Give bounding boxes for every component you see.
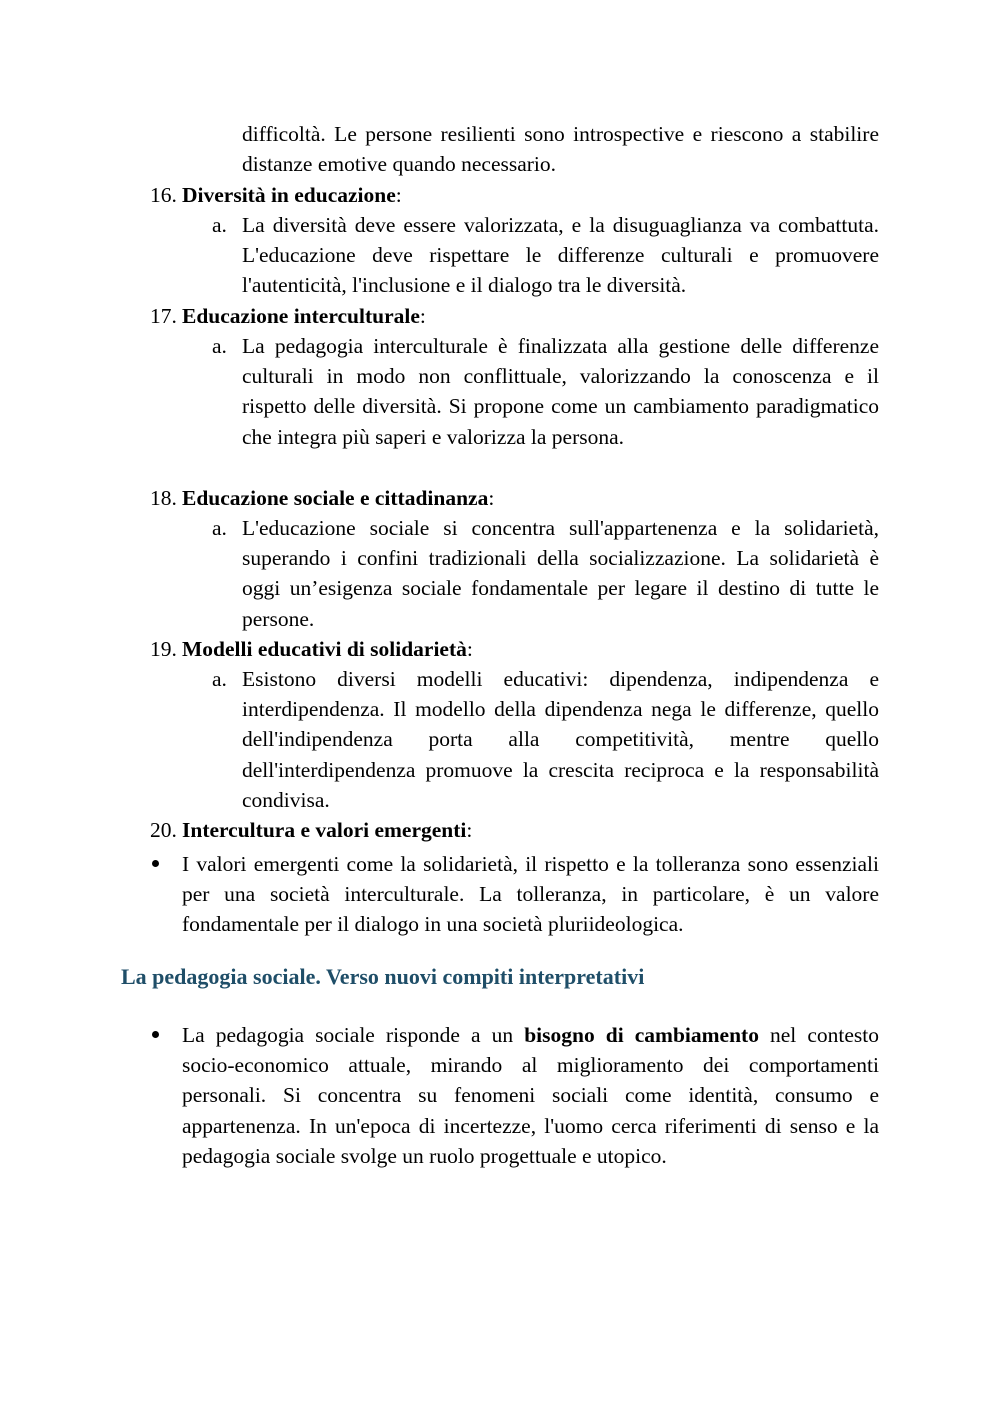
list-subitem <box>212 513 879 634</box>
item-title: Educazione sociale e cittadinanza <box>182 486 489 510</box>
item-title: Intercultura e valori emergenti <box>182 818 467 842</box>
list-subitem-continuation <box>212 119 879 179</box>
bullet-text-after: nel contesto socio-economico attuale, mirando al miglioramento dei comportamenti personali. Si concentra su fenomeni sociali come identità, consumo e appartenenza. In un'epoca di incertezze, l'uomo cerca riferimenti di senso e la pedagogia sociale svolge un ruolo progettuale e utopico. <box>182 1023 879 1168</box>
list-subitem <box>212 331 879 452</box>
numbered-item-17 <box>150 301 879 331</box>
subitem-text: L'educazione sociale si concentra sull'appartenenza e la solidarietà, superando i confini tradizionali della socializzazione. La solidarietà è oggi un’esigenza sociale fondamentale per legare il destino di tutte le persone. <box>242 516 879 631</box>
subitem-marker: a. <box>212 213 227 237</box>
item-number: 18. <box>150 486 177 510</box>
bullet-text-before: La pedagogia sociale risponde a un <box>182 1023 525 1047</box>
item-title: Educazione interculturale <box>182 304 420 328</box>
item-number: 20. <box>150 818 177 842</box>
bullet-text-bold: bisogno di cambiamento <box>524 1023 759 1047</box>
bullet-text: I valori emergenti come la solidarietà, il rispetto e la tolleranza sono essenziali per una società interculturale. La tolleranza, in particolare, è un valore fondamentale per il dialogo in una società pluriideologica. <box>182 852 879 937</box>
subitem-marker: a. <box>212 667 227 691</box>
bullet-text <box>182 1020 879 1171</box>
subitem-text: La pedagogia interculturale è finalizzata alla gestione delle differenze culturali in modo non conflittuale, valorizzando la conoscenza e il rispetto delle diversità. Si propone come un cambiamento paradigmatico che integra più saperi e valorizza la persona. <box>242 334 879 449</box>
subitem-text: difficoltà. Le persone resilienti sono introspective e riescono a stabilire distanze emotive quando necessario. <box>242 122 879 177</box>
item-title: Diversità in educazione <box>182 183 396 207</box>
subitem-text: La diversità deve essere valorizzata, e la disuguaglianza va combattuta. L'educazione deve rispettare le differenze culturali e promuovere l'autenticità, l'inclusione e il dialogo tra le diversità. <box>242 213 879 298</box>
bullet-item-section <box>150 1020 879 1171</box>
numbered-item-19 <box>150 634 879 664</box>
subitem-marker: a. <box>212 516 227 540</box>
item-suffix: : <box>466 637 473 661</box>
numbered-item-20 <box>150 815 879 845</box>
item-suffix: : <box>488 486 495 510</box>
list-subitem <box>212 210 879 301</box>
numbered-item-16 <box>150 180 879 210</box>
item-title: Modelli educativi di solidarietà <box>182 637 467 661</box>
subitem-text: Esistono diversi modelli educativi: dipendenza, indipendenza e interdipendenza. Il modello della dipendenza nega le differenze, quello dell'indipendenza porta alla competitività, mentre quello dell'interdipendenza promuove la crescita reciproca e la responsabilità condivisa. <box>242 667 879 812</box>
bullet-item-values <box>150 849 879 940</box>
item-suffix: : <box>466 818 473 842</box>
section-heading: La pedagogia sociale. Verso nuovi compiti interpretativi <box>121 964 645 989</box>
item-number: 16. <box>150 183 177 207</box>
subitem-marker: a. <box>212 334 227 358</box>
numbered-item-18 <box>150 483 879 513</box>
bullet-dot-icon <box>152 1031 159 1038</box>
bullet-dot-icon <box>152 860 159 867</box>
item-suffix: : <box>395 183 402 207</box>
item-number: 19. <box>150 637 177 661</box>
item-number: 17. <box>150 304 177 328</box>
list-subitem <box>212 664 879 815</box>
item-suffix: : <box>419 304 426 328</box>
